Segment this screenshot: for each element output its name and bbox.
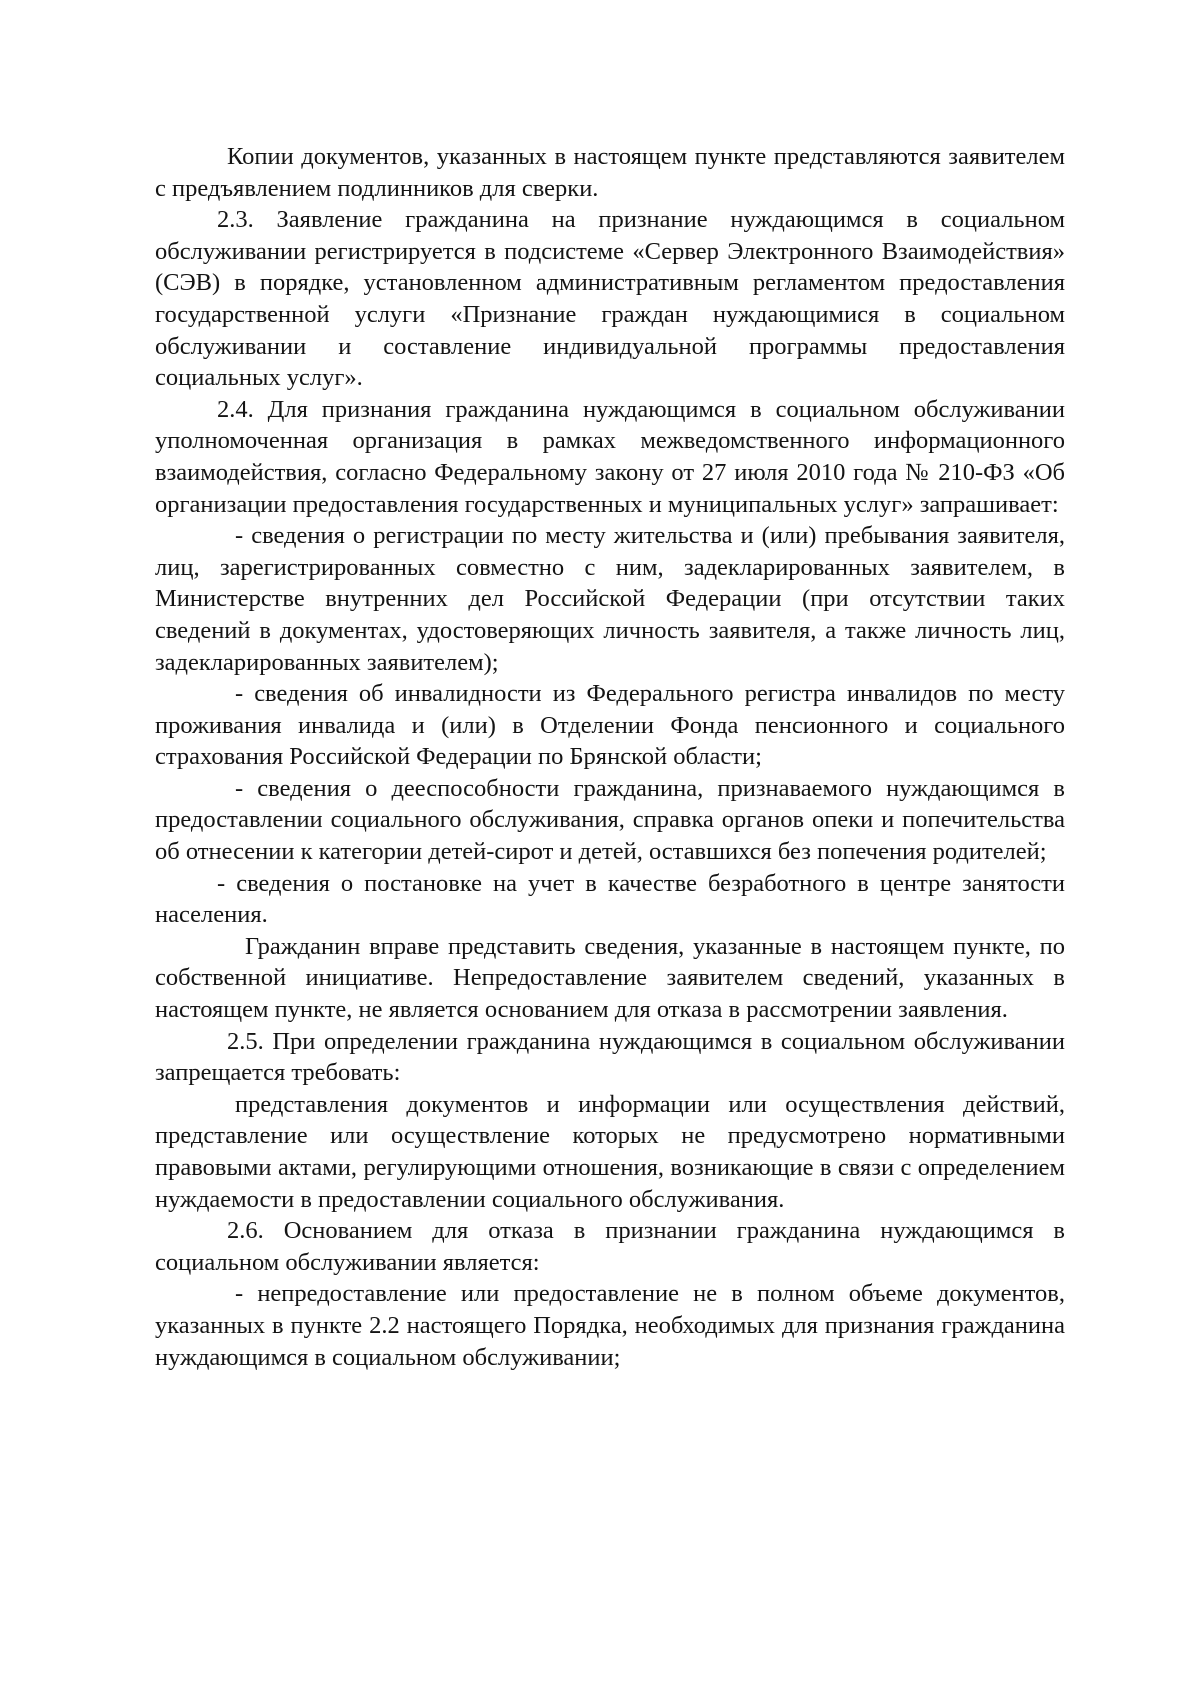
paragraph-citizen-right: Гражданин вправе представить сведения, указанные в настоящем пункте, по собственной инициативе. Непредоставление заявителем сведений, указанных в настоящем пункте, не является основанием для отказа в рассмотрении заявления. <box>155 932 1065 1024</box>
paragraph-prohibited-requirements: представления документов и информации или осуществления действий, представление или осуществление которых не предусмотрено нормативными правовыми актами, регулирующими отношения, возникающие в связи с определением нуждаемости в предоставлении социального обслуживания. <box>155 1090 1065 1213</box>
list-item-disability-info: - сведения об инвалидности из Федерального регистра инвалидов по месту проживания инвалида и (или) в Отделении Фонда пенсионного и социального страхования Российской Федерации по Брянской области; <box>155 680 1065 771</box>
paragraph-2-6: 2.6. Основанием для отказа в признании гражданина нуждающимся в социальном обслуживании является: <box>155 1217 1065 1276</box>
list-item-documents-not-provided: - непредоставление или предоставление не в полном объеме документов, указанных в пункте 2.2 настоящего Порядка, необходимых для признания гражданина нуждающимся в социальном обслуживании; <box>155 1280 1065 1371</box>
list-item-legal-capacity-info: - сведения о дееспособности гражданина, признаваемого нуждающимся в предоставлении социального обслуживания, справка органов опеки и попечительства об отнесении к категории детей-сирот и детей, оставшихся без попечения родителей; <box>155 774 1065 866</box>
list-item-registration-info: - сведения о регистрации по месту жительства и (или) пребывания заявителя, лиц, зарегистрированных совместно с ним, задекларированных заявителем, в Министерстве внутренних дел Российской Федерации (при отсутствии таких сведений в документах, удостоверяющих личность заявителя, а также личность лиц, задекларированных заявителем); <box>155 522 1065 676</box>
list-item-unemployment-info: - сведения о постановке на учет в качестве безработного в центре занятости населения. <box>155 869 1065 929</box>
paragraph-copies-of-documents: Копии документов, указанных в настоящем пункте представляются заявителем с предъявлением подлинников для сверки. <box>155 143 1065 202</box>
paragraph-2-5: 2.5. При определении гражданина нуждающимся в социальном обслуживании запрещается требовать: <box>155 1027 1065 1087</box>
document-body <box>155 141 1065 1373</box>
paragraph-2-3: 2.3. Заявление гражданина на признание нуждающимся в социальном обслуживании регистрируется в подсистеме «Сервер Электронного Взаимодействия» (СЭВ) в порядке, установленном административным регламентом предоставления государственной услуги «Признание граждан нуждающимися в социальном обслуживании и составление индивидуальной программы предоставления социальных услуг». <box>155 206 1065 392</box>
paragraph-2-4: 2.4. Для признания гражданина нуждающимся в социальном обслуживании уполномоченная организация в рамках межведомственного информационного взаимодействия, согласно Федеральному закону от 27 июля 2010 года № 210-ФЗ «Об организации предоставления государственных и муниципальных услуг» запрашивает: <box>155 395 1065 518</box>
